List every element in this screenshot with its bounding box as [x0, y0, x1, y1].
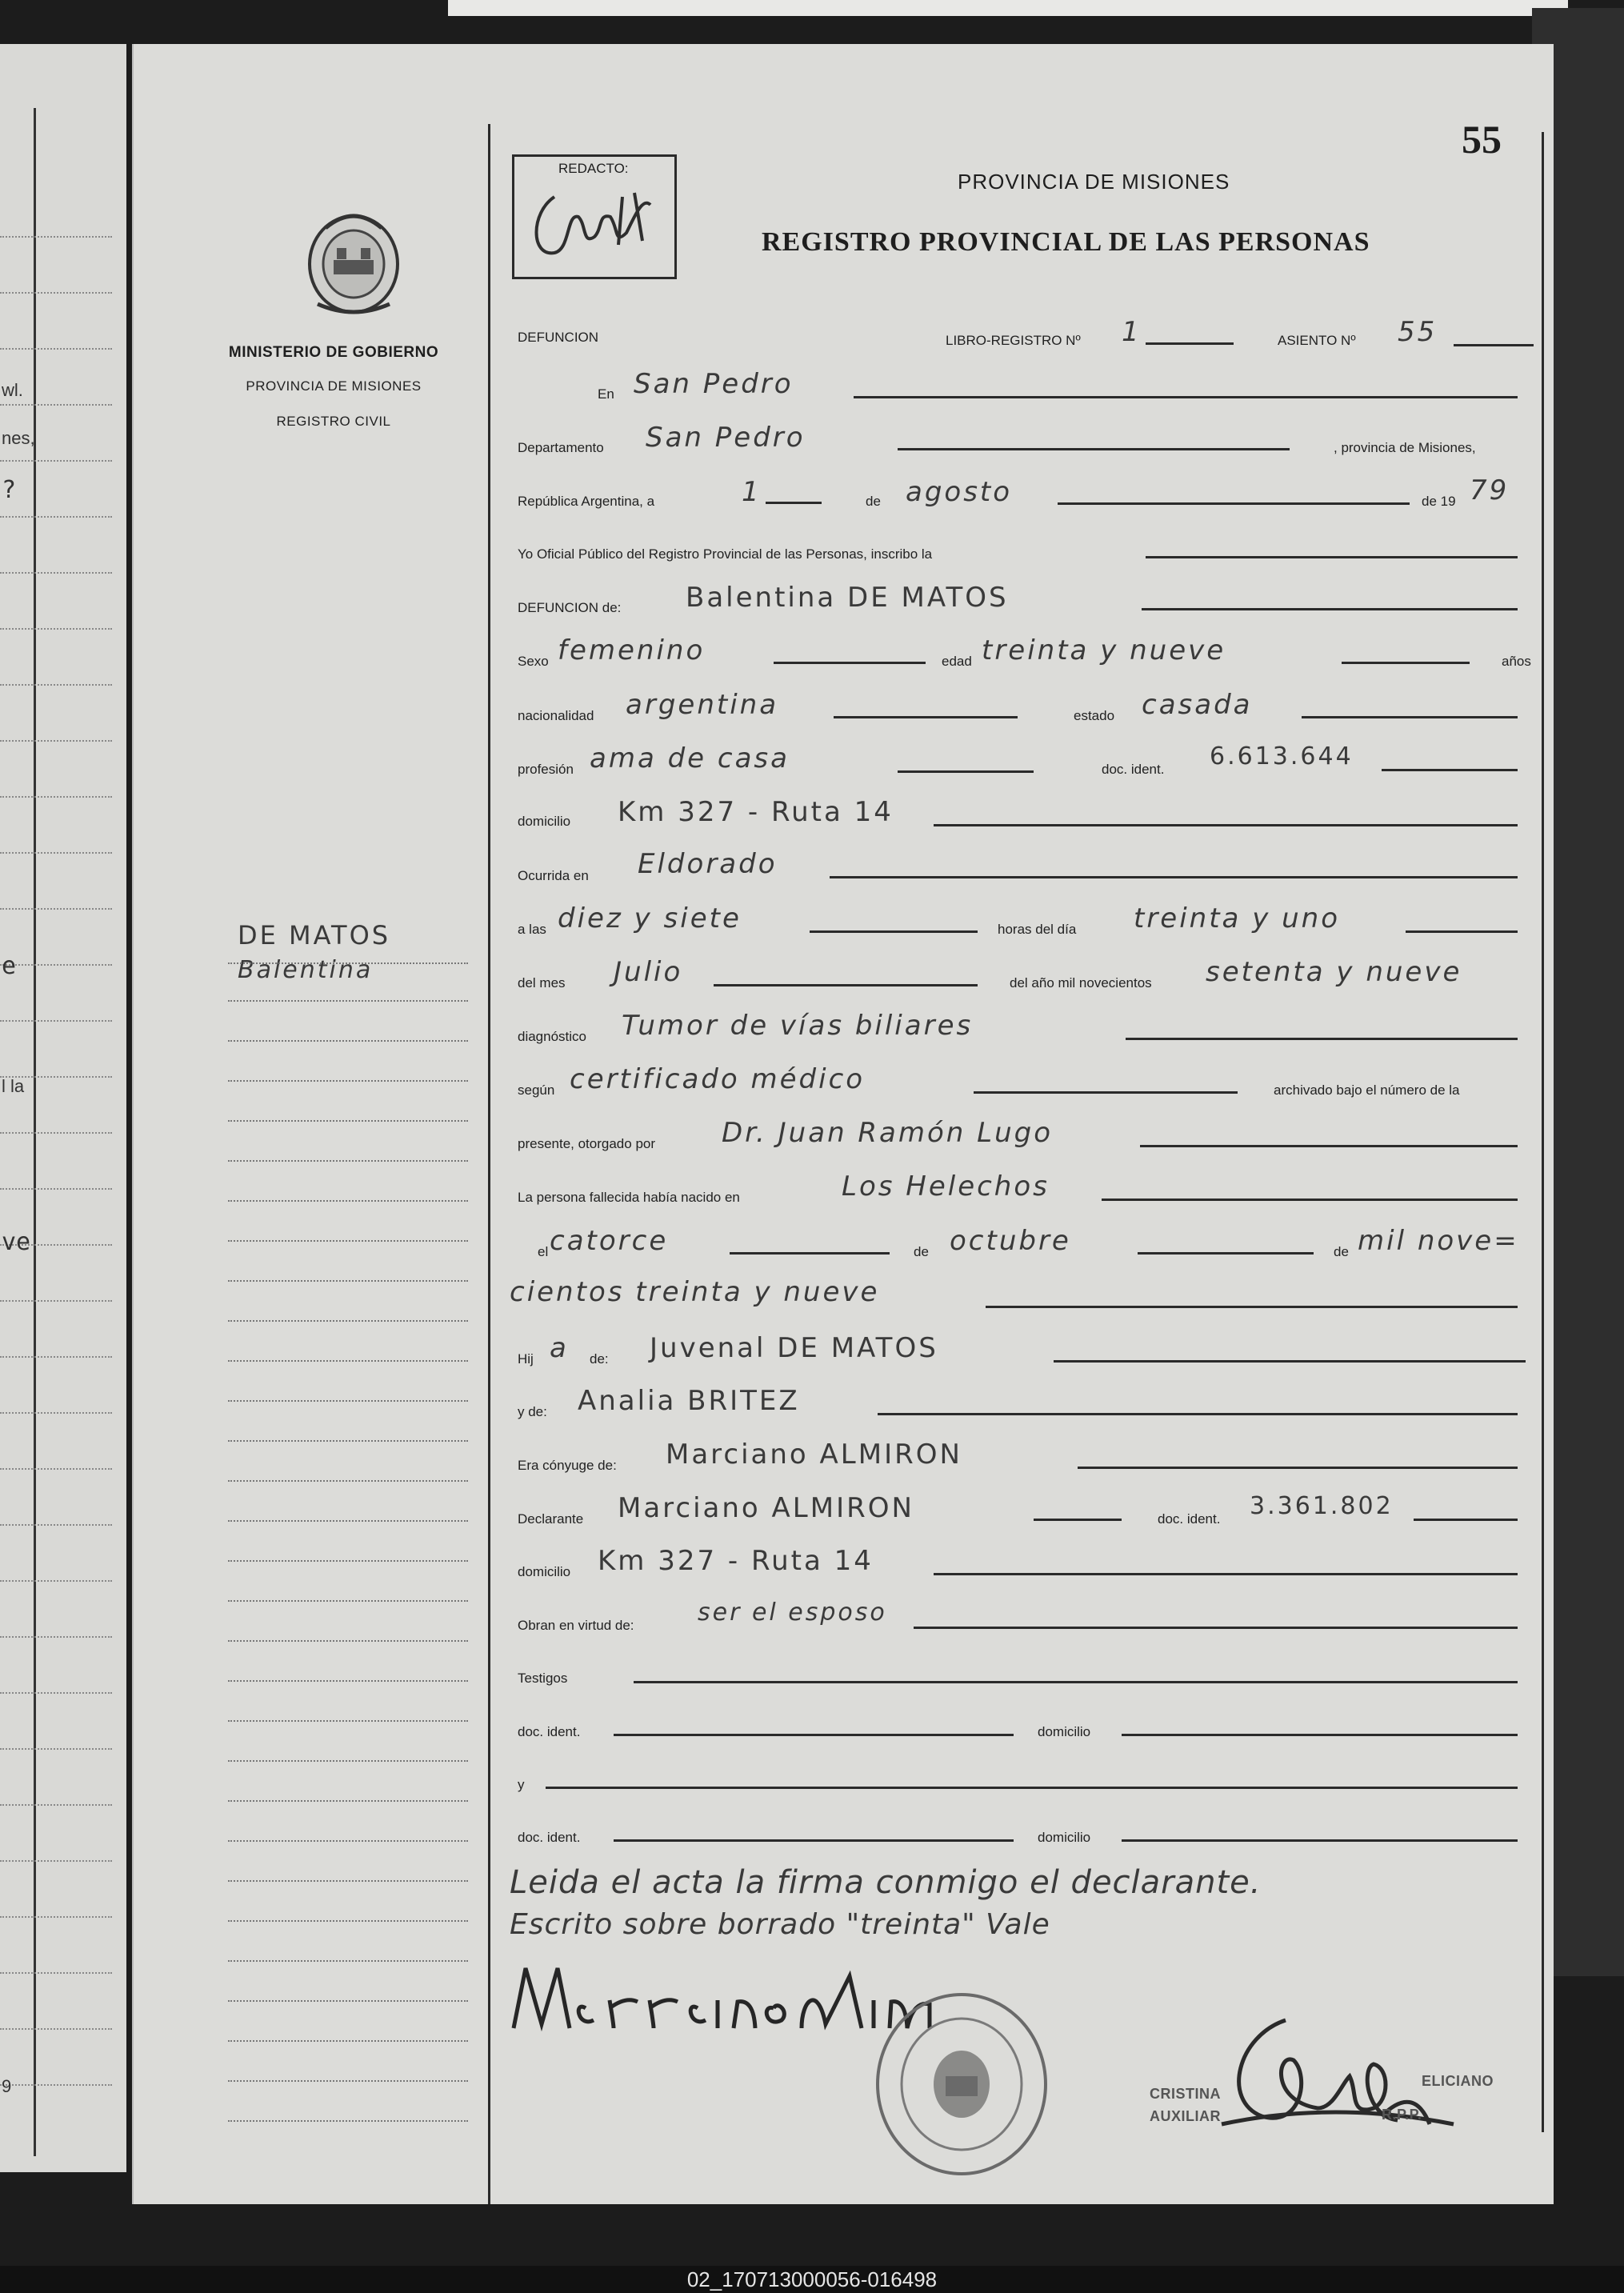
fragment-text: e [2, 952, 17, 980]
margin-dotted-rule [228, 962, 468, 964]
delmes-value: Julio [614, 956, 683, 988]
fragment-text: 9 [2, 2076, 12, 2096]
departamento-value: San Pedro [646, 422, 806, 454]
margin-dotted-rule [228, 2040, 468, 2042]
underline [1382, 769, 1518, 771]
underline [634, 1681, 1518, 1683]
obran-value: ser el esposo [698, 1599, 887, 1627]
anio-label: de 19 [1422, 494, 1456, 509]
diagnostico-label: diagnóstico [518, 1029, 587, 1044]
margin-dotted-rule [228, 1760, 468, 1762]
stamp-surname: ELICIANO [1422, 2073, 1494, 2089]
underline [546, 1787, 1518, 1789]
margin-dotted-rule [228, 1160, 468, 1162]
closing-line-1: Leida el acta la firma conmigo el declarante. [510, 1864, 1262, 1901]
margin-dotted-rule [228, 1840, 468, 1842]
testigos-label: Testigos [518, 1671, 568, 1686]
nacionalidad-value: argentina [626, 689, 779, 721]
domicilio-label: domicilio [518, 814, 571, 829]
hij-suffix: a [550, 1332, 569, 1364]
underline [766, 502, 822, 504]
asiento-value: 55 [1398, 316, 1438, 348]
domicilio-b-label: domicilio [1038, 1830, 1091, 1845]
margin-dotted-rule [228, 1880, 468, 1882]
docident-a-label: doc. ident. [518, 1724, 581, 1739]
alas-value: diez y siete [558, 902, 742, 934]
delmes-label: del mes [518, 975, 566, 990]
conyuge-label: Era cónyuge de: [518, 1458, 617, 1473]
underline [986, 1306, 1518, 1308]
doc2-label: doc. ident. [1158, 1511, 1221, 1527]
el-label: el [538, 1244, 549, 1259]
presente-value: Dr. Juan Ramón Lugo [722, 1117, 1054, 1149]
margin-dotted-rule [228, 1240, 468, 1242]
defuncion-de-label: DEFUNCION de: [518, 600, 622, 615]
ministry-province: PROVINCIA DE MISIONES [246, 378, 422, 394]
dia-value: 1 [742, 476, 762, 508]
declarante-label: Declarante [518, 1511, 584, 1527]
margin-surname: DE MATOS [238, 920, 391, 950]
obran-label: Obran en virtud de: [518, 1618, 634, 1633]
profesion-label: profesión [518, 762, 574, 777]
margin-dotted-rule [228, 1680, 468, 1682]
margin-dotted-rule [228, 1120, 468, 1122]
fragment-text: nes, [2, 428, 35, 448]
margin-dotted-rule [228, 1280, 468, 1282]
closing-line-2: Escrito sobre borrado "treinta" Vale [510, 1908, 1050, 1941]
diagnostico-value: Tumor de vías biliares [622, 1010, 974, 1042]
nacionalidad-label: nacionalidad [518, 708, 594, 723]
header-registry: REGISTRO PROVINCIAL DE LAS PERSONAS [762, 227, 1370, 257]
underline [1102, 1199, 1518, 1201]
margin-dotted-rule [228, 1520, 468, 1522]
alas-label: a las [518, 922, 546, 937]
yde-label: y de: [518, 1404, 547, 1419]
edad-label: edad [942, 654, 972, 669]
adjacent-page [0, 44, 126, 2172]
ministry-name: MINISTERIO DE GOBIERNO [228, 344, 439, 361]
fragment-text: ? [2, 476, 17, 504]
sexo-value: femenino [558, 634, 706, 666]
margin-dotted-rule [228, 1040, 468, 1042]
right-rule [1542, 132, 1544, 2132]
mes-value: agosto [906, 476, 1013, 508]
underline [1302, 716, 1518, 718]
estado-value: casada [1142, 689, 1253, 721]
ministry-registry: REGISTRO CIVIL [276, 414, 391, 429]
margin-dotted-rule [228, 1960, 468, 1962]
margin-dotted-rule [228, 1600, 468, 1602]
domicilio-a-label: domicilio [1038, 1724, 1091, 1739]
docident-b-label: doc. ident. [518, 1830, 581, 1845]
de-label: de [866, 494, 881, 509]
underline [1406, 930, 1518, 933]
de2-label: de [914, 1244, 929, 1259]
fragment-text: l la [2, 1076, 25, 1096]
margin-dotted-rule [228, 2120, 468, 2122]
de3-value: mil nove= [1358, 1225, 1519, 1257]
margin-dotted-rule [228, 2080, 468, 2082]
fragment-text: ve [2, 1228, 31, 1256]
sexo-label: Sexo [518, 654, 549, 669]
segun-value: certificado médico [570, 1063, 866, 1095]
delanio-value: setenta y nueve [1206, 956, 1462, 988]
nacido-value: Los Helechos [842, 1171, 1050, 1203]
margin-dotted-rule [228, 1640, 468, 1642]
fragment-text: wl. [2, 380, 23, 400]
conyuge-value: Marciano ALMIRON [666, 1439, 962, 1471]
margin-dotted-rule [228, 1000, 468, 1002]
underline [1342, 662, 1470, 664]
underline [774, 662, 926, 664]
underline [1078, 1467, 1518, 1469]
underline [1454, 344, 1534, 346]
redacto-signature-icon [522, 181, 666, 269]
republica-label: República Argentina, a [518, 494, 655, 509]
stamp-office: R.P.P. [1382, 2107, 1422, 2123]
domicilio2-value: Km 327 - Ruta 14 [598, 1545, 874, 1577]
underline [1122, 1734, 1518, 1736]
underline [934, 824, 1518, 826]
margin-dotted-rule [228, 1720, 468, 1722]
margin-given-name: Balentina [238, 956, 374, 984]
underline [614, 1734, 1014, 1736]
provincia-label: , provincia de Misiones, [1334, 440, 1476, 455]
underline [898, 770, 1034, 773]
hij-label: Hij [518, 1351, 534, 1367]
profesion-value: ama de casa [590, 742, 790, 774]
margin-dotted-rule [228, 1400, 468, 1402]
libro-label: LIBRO-REGISTRO Nº [946, 333, 1081, 348]
departamento-label: Departamento [518, 440, 604, 455]
underline [1122, 1839, 1518, 1842]
underline [810, 930, 978, 933]
underline [714, 984, 978, 986]
y-label: y [518, 1777, 525, 1792]
anio-value: 79 [1470, 474, 1510, 506]
ocurrida-value: Eldorado [638, 848, 778, 880]
horas-value: treinta y uno [1134, 902, 1341, 934]
underline [1146, 556, 1518, 558]
underline [730, 1252, 890, 1255]
underline [878, 1413, 1518, 1415]
margin-rule [488, 124, 490, 2204]
oficial-text: Yo Oficial Público del Registro Provincial de las Personas, inscribo la [518, 546, 933, 562]
defuncion-de-value: Balentina DE MATOS [686, 582, 1009, 614]
underline [854, 396, 1518, 398]
anos-label: años [1502, 654, 1531, 669]
underline [898, 448, 1290, 450]
defuncion-label: DEFUNCION [518, 330, 599, 345]
horas-label: horas del día [998, 922, 1077, 937]
edad-value: treinta y nueve [982, 634, 1226, 666]
margin-dotted-rule [228, 1800, 468, 1802]
de3-label: de [1334, 1244, 1349, 1259]
delanio-label: del año mil novecientos [1010, 975, 1152, 990]
stamp-role: AUXILIAR [1150, 2108, 1221, 2124]
cientos-value: cientos treinta y nueve [510, 1276, 880, 1308]
hij-value: Juvenal DE MATOS [650, 1332, 938, 1364]
segun-label: según [518, 1082, 555, 1098]
underline [1414, 1519, 1518, 1521]
margin-dotted-rule [228, 1320, 468, 1322]
ocurrida-label: Ocurrida en [518, 868, 589, 883]
el-value: catorce [550, 1225, 669, 1257]
doc-label: doc. ident. [1102, 762, 1165, 777]
underline [1034, 1519, 1122, 1521]
margin-dotted-rule [228, 1440, 468, 1442]
margin-dotted-rule [228, 2000, 468, 2002]
underline [834, 716, 1018, 718]
margin-dotted-rule [228, 1480, 468, 1482]
estado-label: estado [1074, 708, 1115, 723]
underline [1058, 502, 1410, 505]
underline [1142, 608, 1518, 610]
redacto-label: REDACTO: [558, 161, 629, 176]
margin-dotted-rule [228, 1080, 468, 1082]
underline [1138, 1252, 1314, 1255]
underline [830, 876, 1518, 878]
presente-label: presente, otorgado por [518, 1136, 656, 1151]
underline [1126, 1038, 1518, 1040]
underline [1146, 342, 1234, 345]
underline [974, 1091, 1238, 1094]
official-seal-icon [870, 1988, 1054, 2180]
register-page [132, 44, 1554, 2204]
en-label: En [598, 386, 614, 402]
underline [1054, 1360, 1526, 1363]
image-filename: 02_170713000056-016498 [0, 2266, 1624, 2293]
margin-dotted-rule [228, 1920, 468, 1922]
stamp-name: CRISTINA [1150, 2086, 1221, 2102]
archivado-label: archivado bajo el número de la [1274, 1082, 1460, 1098]
doc2-value: 3.361.802 [1250, 1492, 1394, 1520]
page-number: 55 [1462, 117, 1502, 162]
underline [914, 1627, 1518, 1629]
domicilio-value: Km 327 - Ruta 14 [618, 796, 894, 828]
underline [934, 1573, 1518, 1575]
doc-value: 6.613.644 [1210, 742, 1354, 770]
coat-of-arms-icon [302, 204, 406, 316]
nacido-label: La persona fallecida había nacido en [518, 1190, 740, 1205]
redacto-box [512, 154, 677, 279]
margin-dotted-rule [228, 1200, 468, 1202]
de2-value: octubre [950, 1225, 1071, 1257]
hij-de-label: de: [590, 1351, 609, 1367]
libro-value: 1 [1122, 316, 1142, 348]
page-edge-strip [448, 0, 1568, 16]
yde-value: Analia BRITEZ [578, 1385, 800, 1417]
asiento-label: ASIENTO Nº [1278, 333, 1356, 348]
header-province: PROVINCIA DE MISIONES [958, 170, 1230, 194]
declarante-value: Marciano ALMIRON [618, 1492, 914, 1524]
margin-dotted-rule [228, 1360, 468, 1362]
underline [1140, 1145, 1518, 1147]
underline [614, 1839, 1014, 1842]
margin-dotted-rule [228, 1560, 468, 1562]
en-value: San Pedro [634, 368, 794, 400]
domicilio2-label: domicilio [518, 1564, 571, 1579]
